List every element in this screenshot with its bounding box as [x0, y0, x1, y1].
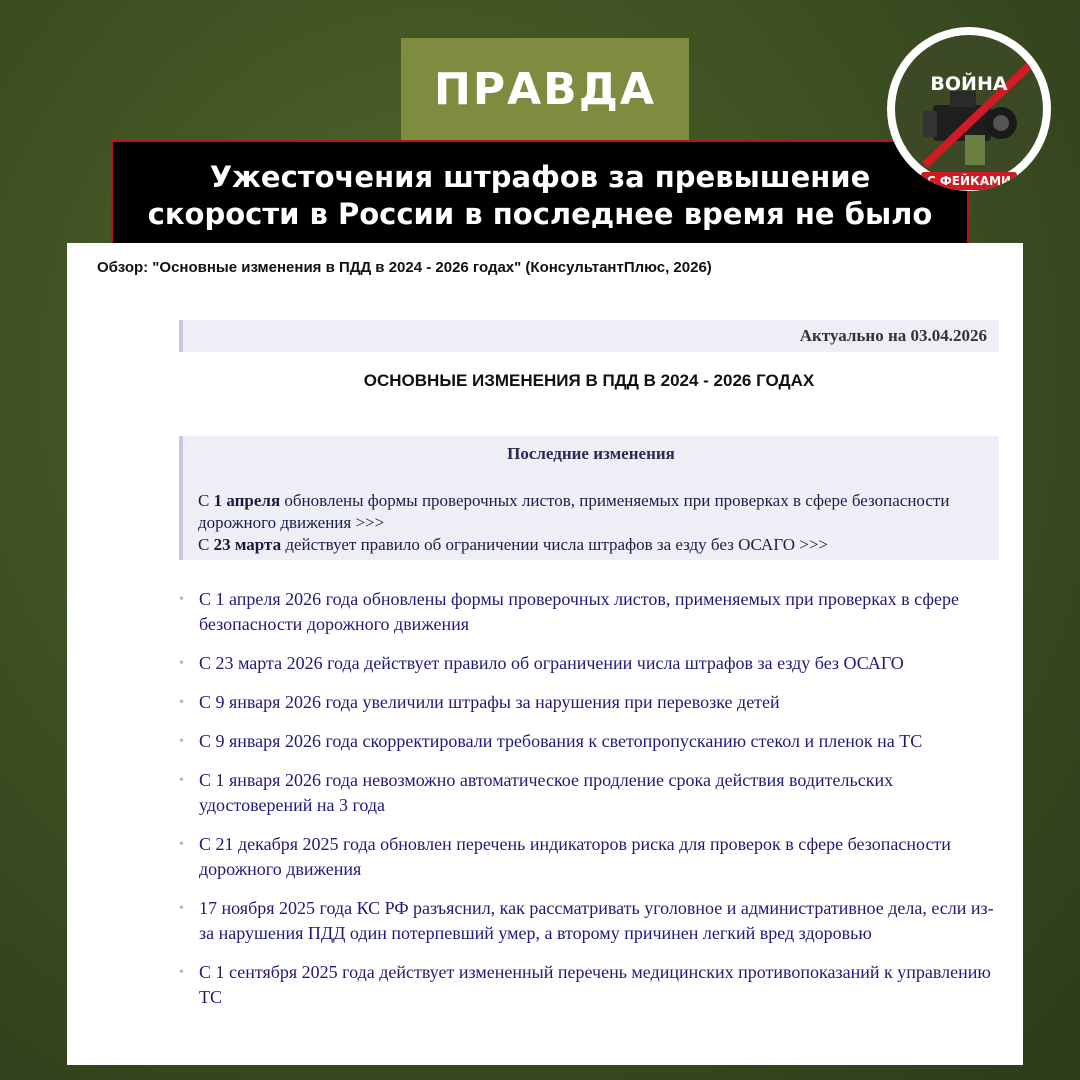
list-item-link[interactable]: С 1 января 2026 года невозможно автоматическое продление срока действия водительских удостоверений на 3 года [199, 770, 894, 815]
logo-bottom [887, 172, 1051, 190]
document-title: ОСНОВНЫЕ ИЗМЕНЕНИЯ В ПДД В 2024 - 2026 ГОДАХ [363, 371, 815, 390]
headline: Ужесточения штрафов за превышение скорости в России в последнее время не было [111, 140, 969, 252]
list-item-link[interactable]: С 1 апреля 2026 года обновлены формы проверочных листов, применяемых при проверках в сфере безопасности дорожного движения [199, 589, 960, 634]
list-item-link[interactable]: С 9 января 2026 года скорректировали требования к светопропусканию стекол и пленок на ТС [199, 731, 923, 751]
list-item[interactable]: • С 9 января 2026 года скорректировали требования к светопропусканию стекол и пленок на ТС [179, 731, 923, 751]
last-changes-title: Последние изменения [507, 444, 675, 463]
list-item[interactable]: • С 9 января 2026 года увеличили штрафы за нарушения при перевозке детей [179, 692, 780, 712]
actual-date: Актуально на 03.04.2026 [179, 320, 999, 352]
list-item[interactable]: • С 1 сентября 2025 года действует измененный перечень медицинских противопоказаний к управлению ТС [179, 962, 991, 1007]
list-item[interactable]: • С 21 декабря 2025 года обновлен перечень индикаторов риска для проверок в сфере безопасности дорожного движения [179, 834, 951, 879]
list-item-link[interactable]: С 23 марта 2026 года действует правило об ограничении числа штрафов за езду без ОСАГО [199, 653, 904, 673]
logo-background [895, 35, 1043, 183]
list-item[interactable]: • С 1 января 2026 года невозможно автоматическое продление срока действия водительских удостоверений на 3 года [179, 770, 894, 815]
last-changes-body [183, 490, 999, 556]
list-item[interactable]: • 17 ноября 2025 года КС РФ разъяснил, как рассматривать уголовное и административное дела, если из-за нарушения ПДД один потерпевший умер, а второму причинен легкий вред здоровью [179, 898, 994, 943]
logo-bottom-text: С ФЕЙКАМИ [921, 172, 1017, 190]
camera-icon [895, 35, 1043, 183]
overview-title: Обзор: "Основные изменения в ПДД в 2024 - 2026 годах" (КонсультантПлюс, 2026) [97, 259, 712, 276]
list-item-link[interactable]: С 1 сентября 2025 года действует измененный перечень медицинских противопоказаний к управлению ТС [199, 962, 991, 1007]
last-changes-box [179, 436, 999, 560]
list-item-link[interactable]: С 21 декабря 2025 года обновлен перечень индикаторов риска для проверок в сфере безопасности дорожного движения [199, 834, 951, 879]
list-item[interactable]: • С 23 марта 2026 года действует правило об ограничении числа штрафов за езду без ОСАГО [179, 653, 904, 673]
logo [887, 27, 1051, 191]
last-change-item[interactable]: С 23 марта действует правило об ограничении числа штрафов за езду без ОСАГО >>> [198, 535, 829, 554]
document-screenshot [67, 243, 1023, 1065]
changes-list [179, 587, 999, 1024]
logo-top-text: ВОЙНА [930, 73, 1008, 95]
list-item-link[interactable]: С 9 января 2026 года увеличили штрафы за нарушения при перевозке детей [199, 692, 780, 712]
list-item-link[interactable]: 17 ноября 2025 года КС РФ разъяснил, как рассматривать уголовное и административное дела, если из-за нарушения ПДД один потерпевший умер, а второму причинен легкий вред здоровью [199, 898, 994, 943]
last-change-item[interactable]: С 1 апреля обновлены формы проверочных листов, применяемых при проверках в сфере безопасности дорожного движения >>> [198, 491, 950, 532]
list-item[interactable]: • С 1 апреля 2026 года обновлены формы проверочных листов, применяемых при проверках в сфере безопасности дорожного движения [179, 589, 960, 634]
verdict-badge: ПРАВДА [401, 38, 689, 140]
